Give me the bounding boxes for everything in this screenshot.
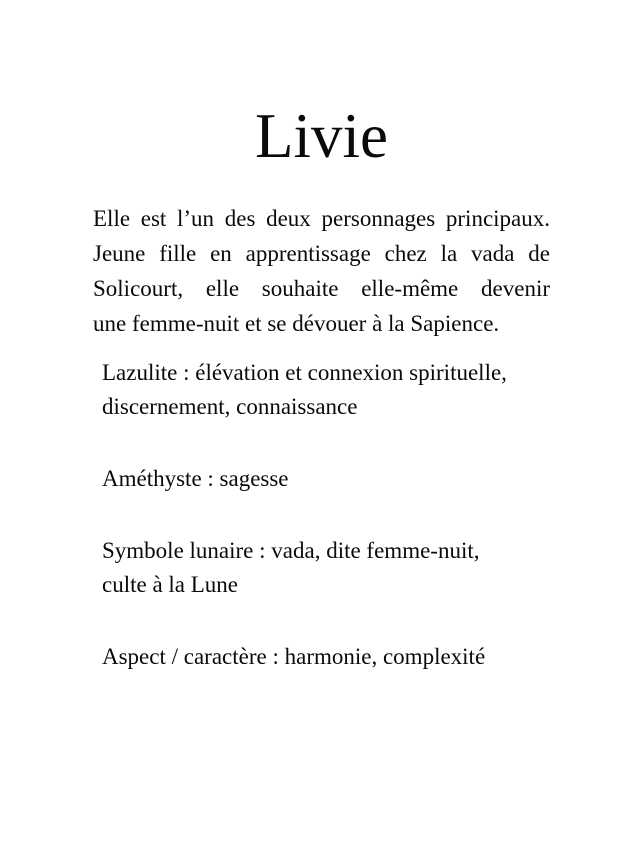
paragraph-line-1: Elle est l’un des deux personnages principaux. — [93, 206, 550, 231]
attribute-symbole-lunaire-line-1: Symbole lunaire : vada, dite femme-nuit, — [102, 538, 480, 563]
paragraph-line-4: une femme-nuit et se dévouer à la Sapience. — [93, 311, 500, 336]
attribute-lazulite-line-2: discernement, connaissance — [102, 394, 358, 419]
attribute-aspect-caractere — [102, 640, 550, 674]
paragraph-line-3: Solicourt, elle souhaite elle-même devenir — [93, 276, 550, 301]
attribute-aspect-caractere-line-1: Aspect / caractère : harmonie, complexité — [102, 644, 486, 669]
attribute-amethyste-line-1: Améthyste : sagesse — [102, 466, 289, 491]
attribute-symbole-lunaire-line-2: culte à la Lune — [102, 572, 239, 597]
attribute-lazulite-line-1: Lazulite : élévation et connexion spirituelle, — [102, 360, 507, 385]
intro-paragraph — [93, 201, 550, 341]
attribute-list — [93, 356, 550, 674]
attribute-amethyste — [102, 462, 550, 496]
attribute-lazulite — [102, 356, 550, 424]
attribute-symbole-lunaire — [102, 534, 550, 602]
paragraph-line-2: Jeune fille en apprentissage chez la vada de — [93, 241, 550, 266]
page-title: Livie — [255, 101, 388, 171]
